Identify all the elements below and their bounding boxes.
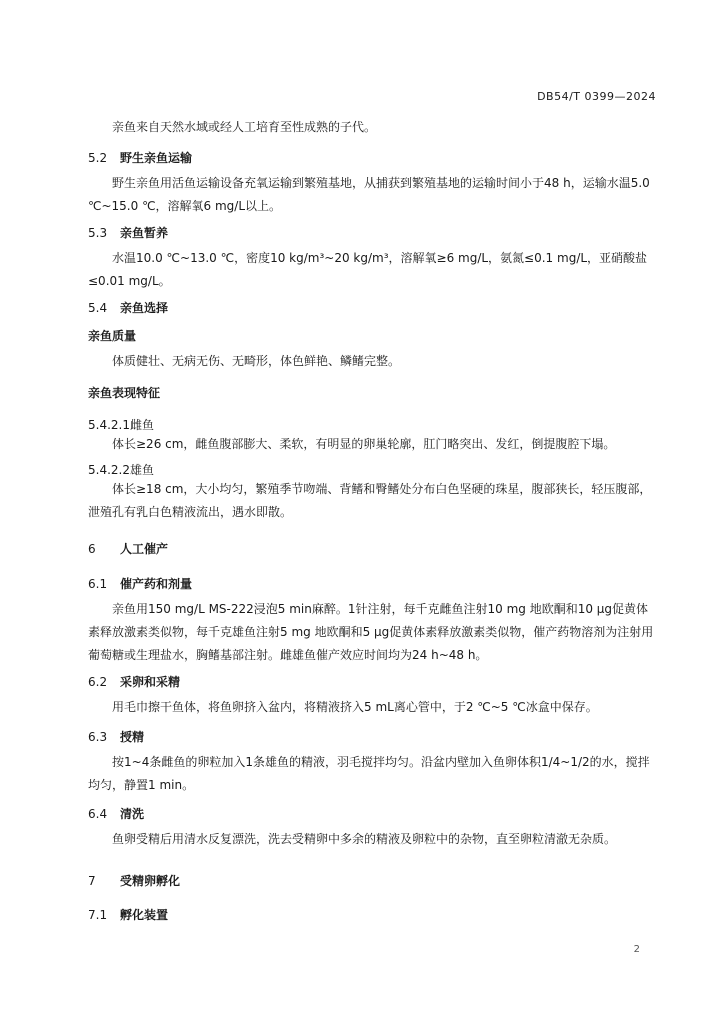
section-7-1-heading [88, 906, 168, 923]
section-title: 孵化装置 [120, 908, 169, 922]
section-6-2-body: 用毛巾擦干鱼体，将鱼卵挤入盆内，将精液挤入5 mL离心管中，于2 ℃~5 ℃冰盒中保存。 [112, 700, 598, 714]
section-title: 授精 [120, 730, 145, 744]
section-number: 6.4 [88, 807, 108, 821]
section-6-1-heading [88, 575, 192, 592]
subsection-number: 5.4.2.1 [88, 418, 130, 432]
subsection-male-body: 体长≥18 cm，大小均匀，繁殖季节吻端、背鳍和臀鳍处分布白色坚硬的珠星，腹部狭长，轻压腹部，泄殖孔有乳白色精液流出，遇水即散。 [88, 482, 652, 519]
section-title: 亲鱼选择 [120, 301, 169, 315]
subsection-male-heading [88, 461, 154, 478]
page-number: 2 [633, 944, 640, 955]
section-5-4-heading [88, 299, 168, 316]
section-number: 5.3 [88, 226, 108, 240]
section-6-1-body: 亲鱼用150 mg/L MS-222浸泡5 min麻醉。1针注射，每千克雌鱼注射10 mg 地欧酮和10 μg促黄体素释放激素类似物，每千克雄鱼注射5 mg 地欧酮和5 μg促黄体素释放激素类似物，催产药物溶剂为注射用葡萄糖或生理盐水，胸鳍基部注射。雌雄鱼催产效应时间均为24 h~48 h。 [88, 602, 654, 662]
section-6-3-body: 按1~4条雌鱼的卵粒加入1条雄鱼的精液，羽毛搅拌均匀。沿盆内壁加入鱼卵体积1/4~1/2的水，搅拌均匀，静置1 min。 [88, 755, 650, 792]
section-number: 5.4 [88, 301, 108, 315]
section-5-3-body: 水温10.0 ℃~13.0 ℃，密度10 kg/m³~20 kg/m³，溶解氧≥6 mg/L，氨氮≤0.1 mg/L，亚硝酸盐≤0.01 mg/L。 [88, 251, 648, 288]
section-6-2-heading [88, 673, 180, 690]
section-number: 5.2 [88, 151, 108, 165]
subsection-number: 5.4.2.2 [88, 463, 130, 477]
quality-body: 体质健壮、无病无伤、无畸形，体色鲜艳、鳞鳍完整。 [112, 354, 401, 368]
chapter-7-heading [88, 872, 180, 889]
chapter-6-heading [88, 540, 168, 557]
document-id: DB54/T 0399—2024 [537, 90, 656, 103]
quality-heading: 亲鱼质量 [88, 329, 137, 343]
chapter-title: 人工催产 [120, 542, 169, 556]
section-title: 亲鱼暂养 [120, 226, 169, 240]
section-5-2-heading [88, 149, 192, 166]
section-6-4-body: 鱼卵受精后用清水反复漂洗，洗去受精卵中多余的精液及卵粒中的杂物，直至卵粒清澈无杂质。 [112, 832, 617, 846]
chapter-number: 6 [88, 542, 96, 556]
intro-paragraph: 亲鱼来自天然水域或经人工培育至性成熟的子代。 [112, 120, 377, 134]
section-6-3-heading [88, 728, 144, 745]
chapter-number: 7 [88, 874, 96, 888]
section-number: 6.2 [88, 675, 108, 689]
subsection-title: 雌鱼 [130, 418, 155, 432]
subsection-female-heading [88, 416, 154, 433]
section-5-2-body: 野生亲鱼用活鱼运输设备充氧运输到繁殖基地，从捕获到繁殖基地的运输时间小于48 h，运输水温5.0 ℃~15.0 ℃，溶解氧6 mg/L以上。 [88, 176, 650, 213]
section-title: 清洗 [120, 807, 145, 821]
section-title: 采卵和采精 [120, 675, 181, 689]
chapter-title: 受精卵孵化 [120, 874, 181, 888]
section-title: 催产药和剂量 [120, 577, 193, 591]
section-number: 6.3 [88, 730, 108, 744]
section-number: 6.1 [88, 577, 108, 591]
features-heading: 亲鱼表现特征 [88, 386, 161, 400]
subsection-female-body: 体长≥26 cm，雌鱼腹部膨大、柔软，有明显的卵巢轮廓，肛门略突出、发红，倒提腹腔下塌。 [112, 437, 616, 451]
section-6-4-heading [88, 805, 144, 822]
section-title: 野生亲鱼运输 [120, 151, 193, 165]
subsection-title: 雄鱼 [130, 463, 155, 477]
section-5-3-heading [88, 224, 168, 241]
section-number: 7.1 [88, 908, 108, 922]
